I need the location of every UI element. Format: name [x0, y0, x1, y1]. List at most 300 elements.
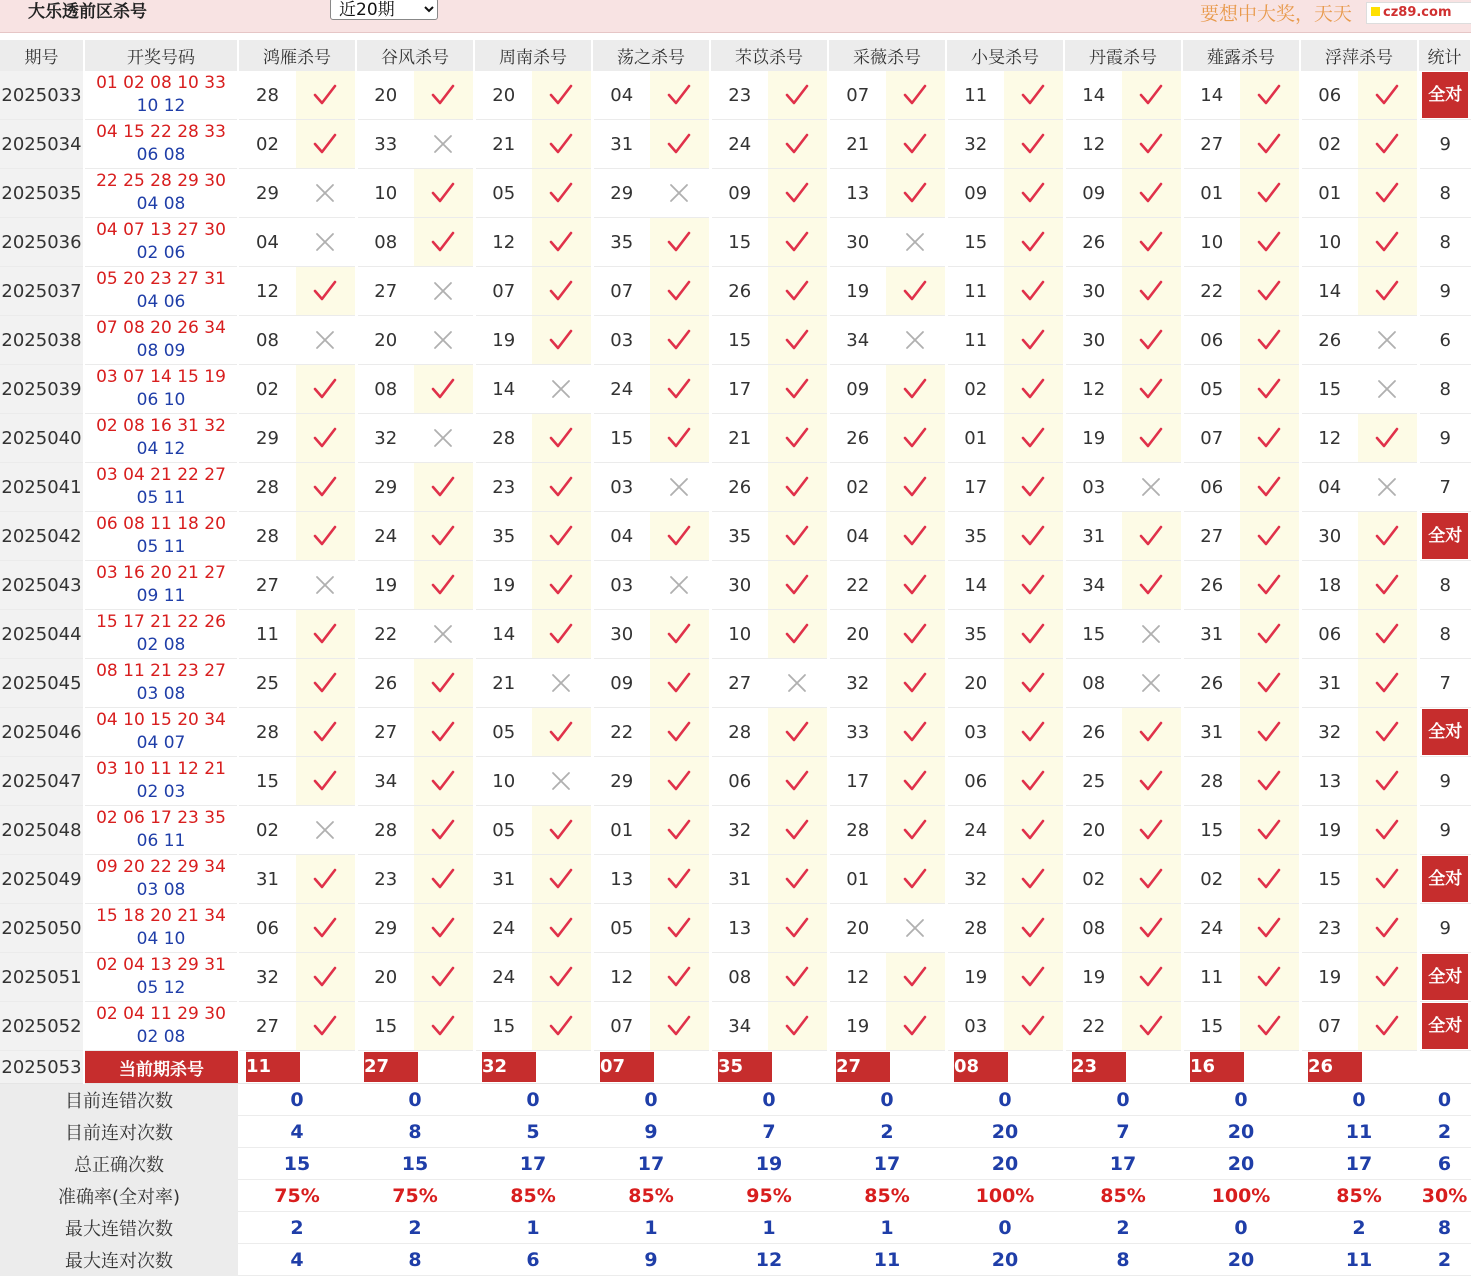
stat-cell: 9 [1418, 757, 1471, 806]
kill-number: 28 [474, 414, 532, 463]
kill-number: 34 [710, 1002, 768, 1051]
kill-number: 07 [592, 1002, 650, 1051]
kill-number: 35 [474, 512, 532, 561]
summary-value: 1 [828, 1212, 946, 1244]
check-icon [1240, 120, 1300, 169]
summary-value: 0 [1182, 1212, 1300, 1244]
check-icon [1240, 316, 1300, 365]
check-icon [1122, 120, 1182, 169]
kill-number: 27 [1182, 512, 1240, 561]
front-numbers: 04 10 15 20 34 [96, 710, 226, 730]
kill-number: 25 [1064, 757, 1122, 806]
check-icon [296, 365, 356, 414]
summary-value: 4 [238, 1116, 356, 1148]
check-icon [886, 1002, 946, 1051]
kill-number: 27 [238, 1002, 296, 1051]
kill-number: 15 [710, 218, 768, 267]
issue-number: 2025051 [0, 953, 84, 1002]
kill-number: 22 [1064, 1002, 1122, 1051]
kill-number: 32 [356, 414, 414, 463]
check-icon [414, 463, 474, 512]
back-numbers: 04 12 [136, 439, 186, 459]
check-icon [296, 904, 356, 953]
draw-numbers [84, 463, 238, 512]
kill-number: 12 [592, 953, 650, 1002]
draw-numbers [84, 71, 238, 120]
summary-stat: 30% [1418, 1180, 1471, 1212]
kill-number: 30 [1064, 267, 1122, 316]
kill-number: 01 [1300, 169, 1358, 218]
summary-value: 20 [1182, 1116, 1300, 1148]
slogan-text: 要想中大奖，天天 [1200, 3, 1353, 25]
summary-value: 6 [474, 1244, 592, 1276]
current-kill-cell [1182, 1051, 1300, 1084]
summary-value: 7 [710, 1116, 828, 1148]
kill-number: 10 [1182, 218, 1240, 267]
kill-number: 15 [710, 316, 768, 365]
check-icon [768, 365, 828, 414]
kill-number: 28 [710, 708, 768, 757]
back-numbers: 05 11 [136, 488, 186, 508]
check-icon [532, 169, 592, 218]
kill-number: 27 [710, 659, 768, 708]
check-icon [650, 757, 710, 806]
kill-number: 05 [474, 708, 532, 757]
draw-numbers [84, 757, 238, 806]
check-icon [650, 610, 710, 659]
check-icon [1004, 218, 1064, 267]
summary-value: 12 [710, 1244, 828, 1276]
current-issue-number: 2025053 [0, 1051, 84, 1084]
check-icon [1358, 561, 1418, 610]
table-row [0, 904, 1471, 953]
cross-icon [650, 463, 710, 512]
check-icon [1122, 806, 1182, 855]
all-correct-badge: 全对 [1422, 513, 1468, 559]
check-icon [414, 218, 474, 267]
stat-cell: 8 [1418, 365, 1471, 414]
kill-number: 20 [356, 71, 414, 120]
kill-number: 12 [1300, 414, 1358, 463]
table-row [0, 267, 1471, 316]
kill-number: 26 [828, 414, 886, 463]
summary-value: 8 [1064, 1244, 1182, 1276]
all-correct-badge: 全对 [1422, 1003, 1468, 1049]
all-correct-badge: 全对 [1422, 709, 1468, 755]
table-row [0, 71, 1471, 120]
kill-number: 06 [1182, 463, 1240, 512]
cross-icon [414, 610, 474, 659]
summary-label: 准确率(全对率) [0, 1180, 238, 1212]
kill-number: 02 [828, 463, 886, 512]
table-row [0, 757, 1471, 806]
summary-value: 85% [1064, 1180, 1182, 1212]
stat-cell [1418, 708, 1471, 757]
cross-icon [1122, 610, 1182, 659]
col-expert-5: 芣苡杀号 [710, 40, 828, 71]
kill-number: 31 [710, 855, 768, 904]
check-icon [1240, 71, 1300, 120]
kill-number: 06 [238, 904, 296, 953]
check-icon [650, 512, 710, 561]
kill-number: 14 [474, 365, 532, 414]
check-icon [886, 757, 946, 806]
table-row [0, 806, 1471, 855]
table-row [0, 316, 1471, 365]
check-icon [886, 610, 946, 659]
check-icon [886, 561, 946, 610]
summary-value: 17 [1064, 1148, 1182, 1180]
kill-number: 19 [1064, 414, 1122, 463]
kill-number: 19 [1300, 953, 1358, 1002]
check-icon [532, 708, 592, 757]
summary-value: 8 [356, 1116, 474, 1148]
check-icon [1122, 267, 1182, 316]
summary-value: 19 [710, 1148, 828, 1180]
front-numbers: 03 04 21 22 27 [96, 465, 226, 485]
summary-row [0, 1212, 1471, 1244]
kill-number: 08 [1064, 659, 1122, 708]
current-kill-cell [828, 1051, 946, 1084]
front-numbers: 03 07 14 15 19 [96, 367, 226, 387]
check-icon [1358, 757, 1418, 806]
summary-row [0, 1148, 1471, 1180]
check-icon [1240, 1002, 1300, 1051]
check-icon [886, 512, 946, 561]
cross-icon [414, 267, 474, 316]
draw-numbers [84, 659, 238, 708]
kill-number: 24 [474, 904, 532, 953]
check-icon [650, 267, 710, 316]
stat-cell [1418, 855, 1471, 904]
check-icon [532, 1002, 592, 1051]
summary-value: 17 [828, 1148, 946, 1180]
kill-number: 22 [828, 561, 886, 610]
issue-number: 2025043 [0, 561, 84, 610]
table-row [0, 610, 1471, 659]
summary-value: 7 [1064, 1116, 1182, 1148]
summary-label: 总正确次数 [0, 1148, 238, 1180]
back-numbers: 05 11 [136, 537, 186, 557]
check-icon [1004, 120, 1064, 169]
back-numbers: 06 08 [136, 145, 186, 165]
check-icon [1004, 512, 1064, 561]
summary-label: 最大连对次数 [0, 1244, 238, 1276]
front-numbers: 01 02 08 10 33 [96, 73, 226, 93]
kill-number: 02 [1300, 120, 1358, 169]
cross-icon [296, 169, 356, 218]
draw-numbers [84, 708, 238, 757]
kill-number: 03 [1064, 463, 1122, 512]
draw-numbers [84, 610, 238, 659]
check-icon [1122, 953, 1182, 1002]
check-icon [650, 904, 710, 953]
summary-value: 8 [356, 1244, 474, 1276]
stat-cell [1418, 512, 1471, 561]
kill-number: 28 [946, 904, 1004, 953]
kill-number: 19 [474, 316, 532, 365]
check-icon [1358, 708, 1418, 757]
summary-value: 2 [1300, 1212, 1418, 1244]
summary-value: 20 [946, 1148, 1064, 1180]
check-icon [1122, 414, 1182, 463]
kill-number: 33 [828, 708, 886, 757]
summary-value: 2 [1064, 1212, 1182, 1244]
current-kill-label: 当前期杀号 [84, 1051, 238, 1084]
kill-number: 31 [592, 120, 650, 169]
check-icon [650, 806, 710, 855]
summary-stat: 6 [1418, 1148, 1471, 1180]
kill-number: 26 [356, 659, 414, 708]
summary-value: 9 [592, 1244, 710, 1276]
kill-number: 01 [828, 855, 886, 904]
kill-number: 17 [946, 463, 1004, 512]
check-icon [768, 218, 828, 267]
summary-value: 0 [592, 1084, 710, 1116]
check-icon [296, 71, 356, 120]
summary-stat: 2 [1418, 1244, 1471, 1276]
kill-number: 21 [828, 120, 886, 169]
check-icon [532, 953, 592, 1002]
check-icon [768, 120, 828, 169]
page-title: 大乐透前区杀号 [28, 2, 147, 22]
check-icon [1004, 414, 1064, 463]
issue-number: 2025036 [0, 218, 84, 267]
cross-icon [414, 414, 474, 463]
check-icon [414, 708, 474, 757]
stat-cell: 9 [1418, 414, 1471, 463]
issue-number: 2025038 [0, 316, 84, 365]
kill-number: 29 [356, 904, 414, 953]
check-icon [1240, 512, 1300, 561]
kill-number: 19 [1064, 953, 1122, 1002]
table-row [0, 365, 1471, 414]
kill-number: 32 [828, 659, 886, 708]
stat-cell: 8 [1418, 169, 1471, 218]
check-icon [296, 120, 356, 169]
current-kill-number: 27 [364, 1052, 418, 1082]
check-icon [532, 120, 592, 169]
summary-value: 2 [356, 1212, 474, 1244]
check-icon [296, 267, 356, 316]
period-select[interactable] [330, 0, 438, 20]
kill-number: 15 [356, 1002, 414, 1051]
kill-number: 33 [356, 120, 414, 169]
cross-icon [296, 806, 356, 855]
check-icon [296, 1002, 356, 1051]
back-numbers: 02 03 [136, 782, 186, 802]
stat-cell: 9 [1418, 120, 1471, 169]
check-icon [768, 904, 828, 953]
col-expert-8: 丹霞杀号 [1064, 40, 1182, 71]
kill-number: 06 [1300, 610, 1358, 659]
kill-number: 05 [474, 806, 532, 855]
check-icon [414, 512, 474, 561]
check-icon [1358, 414, 1418, 463]
front-numbers: 02 08 16 31 32 [96, 416, 226, 436]
kill-number: 20 [828, 610, 886, 659]
check-icon [768, 855, 828, 904]
kill-number: 31 [1182, 610, 1240, 659]
check-icon [1004, 169, 1064, 218]
summary-value: 5 [474, 1116, 592, 1148]
kill-number: 27 [356, 708, 414, 757]
summary-value: 2 [238, 1212, 356, 1244]
check-icon [768, 414, 828, 463]
draw-numbers [84, 267, 238, 316]
cross-icon [886, 904, 946, 953]
site-logo[interactable]: cz89.com [1366, 2, 1471, 24]
kill-number: 10 [356, 169, 414, 218]
summary-row [0, 1180, 1471, 1212]
front-numbers: 06 08 11 18 20 [96, 514, 226, 534]
cross-icon [414, 120, 474, 169]
kill-number: 20 [356, 316, 414, 365]
kill-number: 35 [710, 512, 768, 561]
check-icon [768, 463, 828, 512]
col-expert-9: 薤露杀号 [1182, 40, 1300, 71]
check-icon [1004, 708, 1064, 757]
kill-number: 20 [356, 953, 414, 1002]
kill-number: 24 [356, 512, 414, 561]
check-icon [886, 120, 946, 169]
col-expert-6: 采薇杀号 [828, 40, 946, 71]
check-icon [1004, 855, 1064, 904]
cross-icon [296, 218, 356, 267]
check-icon [296, 659, 356, 708]
check-icon [532, 316, 592, 365]
check-icon [296, 708, 356, 757]
summary-value: 1 [710, 1212, 828, 1244]
current-kill-cell [356, 1051, 474, 1084]
current-kill-number: 26 [1308, 1052, 1362, 1082]
summary-stat: 2 [1418, 1116, 1471, 1148]
kill-number-table [0, 40, 1471, 1276]
check-icon [1004, 806, 1064, 855]
check-icon [532, 904, 592, 953]
summary-value: 1 [474, 1212, 592, 1244]
stat-cell: 9 [1418, 904, 1471, 953]
current-kill-cell [946, 1051, 1064, 1084]
summary-value: 0 [946, 1212, 1064, 1244]
cross-icon [414, 316, 474, 365]
summary-value: 20 [946, 1244, 1064, 1276]
front-numbers: 04 07 13 27 30 [96, 220, 226, 240]
kill-number: 29 [238, 414, 296, 463]
check-icon [532, 218, 592, 267]
check-icon [886, 71, 946, 120]
summary-value: 4 [238, 1244, 356, 1276]
table-row [0, 169, 1471, 218]
check-icon [1122, 561, 1182, 610]
kill-number: 11 [238, 610, 296, 659]
check-icon [414, 71, 474, 120]
current-kill-number: 35 [718, 1052, 772, 1082]
summary-value: 85% [1300, 1180, 1418, 1212]
draw-numbers [84, 1002, 238, 1051]
check-icon [768, 267, 828, 316]
kill-number: 11 [946, 267, 1004, 316]
kill-number: 32 [710, 806, 768, 855]
kill-number: 23 [356, 855, 414, 904]
current-stat-cell [1418, 1051, 1471, 1084]
check-icon [650, 365, 710, 414]
summary-value: 11 [1300, 1116, 1418, 1148]
issue-number: 2025040 [0, 414, 84, 463]
check-icon [1358, 659, 1418, 708]
check-icon [768, 1002, 828, 1051]
check-icon [768, 316, 828, 365]
kill-number: 29 [592, 169, 650, 218]
kill-number: 19 [828, 1002, 886, 1051]
check-icon [650, 708, 710, 757]
kill-number: 30 [1064, 316, 1122, 365]
check-icon [1358, 512, 1418, 561]
cross-icon [1122, 659, 1182, 708]
check-icon [650, 953, 710, 1002]
check-icon [414, 953, 474, 1002]
check-icon [1122, 855, 1182, 904]
summary-value: 0 [356, 1084, 474, 1116]
check-icon [414, 757, 474, 806]
check-icon [414, 659, 474, 708]
kill-number: 14 [474, 610, 532, 659]
kill-number: 21 [710, 414, 768, 463]
current-kill-number: 23 [1072, 1052, 1126, 1082]
cross-icon [1358, 316, 1418, 365]
check-icon [532, 561, 592, 610]
check-icon [1004, 953, 1064, 1002]
check-icon [768, 561, 828, 610]
kill-number: 07 [1182, 414, 1240, 463]
front-numbers: 15 18 20 21 34 [96, 906, 226, 926]
kill-number: 15 [1300, 855, 1358, 904]
check-icon [1122, 218, 1182, 267]
summary-value: 1 [592, 1212, 710, 1244]
kill-number: 12 [1064, 120, 1122, 169]
check-icon [1240, 904, 1300, 953]
check-icon [532, 610, 592, 659]
stat-cell: 8 [1418, 610, 1471, 659]
all-correct-badge: 全对 [1422, 72, 1468, 118]
top-bar [0, 0, 1471, 33]
check-icon [1358, 71, 1418, 120]
kill-number: 26 [1064, 218, 1122, 267]
issue-number: 2025042 [0, 512, 84, 561]
check-icon [1240, 757, 1300, 806]
kill-number: 02 [946, 365, 1004, 414]
check-icon [1240, 169, 1300, 218]
issue-number: 2025049 [0, 855, 84, 904]
check-icon [1004, 757, 1064, 806]
current-kill-number: 16 [1190, 1052, 1244, 1082]
draw-numbers [84, 953, 238, 1002]
check-icon [1122, 169, 1182, 218]
check-icon [886, 953, 946, 1002]
front-numbers: 09 20 22 29 34 [96, 857, 226, 877]
back-numbers: 02 06 [136, 243, 186, 263]
kill-number: 06 [1182, 316, 1240, 365]
check-icon [1240, 561, 1300, 610]
check-icon [296, 953, 356, 1002]
kill-number: 26 [1064, 708, 1122, 757]
cross-icon [650, 561, 710, 610]
check-icon [768, 610, 828, 659]
cross-icon [532, 365, 592, 414]
kill-number: 08 [356, 365, 414, 414]
kill-number: 20 [1064, 806, 1122, 855]
kill-number: 28 [1182, 757, 1240, 806]
